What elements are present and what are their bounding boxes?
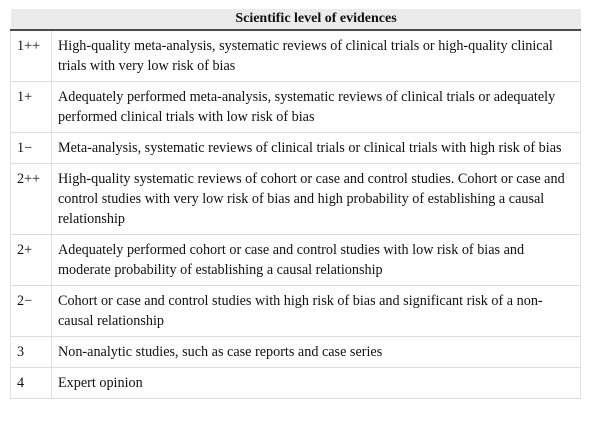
table-row [11, 337, 581, 368]
evidence-level: 2− [11, 286, 52, 337]
evidence-description: Meta-analysis, systematic reviews of clinical trials or clinical trials with high risk of bias [52, 133, 581, 164]
evidence-level: 1− [11, 133, 52, 164]
evidence-level: 1+ [11, 82, 52, 133]
table-row [11, 30, 581, 82]
table-row [11, 82, 581, 133]
evidence-levels-table [10, 9, 581, 399]
table-row [11, 164, 581, 235]
evidence-level: 2+ [11, 235, 52, 286]
table-row [11, 368, 581, 399]
evidence-description: High-quality systematic reviews of cohort or case and control studies. Cohort or case and control studies with very low risk of bias and high probability of establishing a causal relationship [52, 164, 581, 235]
evidence-table-container [10, 9, 580, 399]
table-row [11, 286, 581, 337]
evidence-level: 3 [11, 337, 52, 368]
evidence-level: 1++ [11, 30, 52, 82]
evidence-description: High-quality meta-analysis, systematic reviews of clinical trials or high-quality clinical trials with very low risk of bias [52, 30, 581, 82]
table-row [11, 235, 581, 286]
evidence-level: 4 [11, 368, 52, 399]
header-level-cell [11, 9, 52, 30]
evidence-description: Adequately performed cohort or case and control studies with low risk of bias and moderate probability of establishing a causal relationship [52, 235, 581, 286]
evidence-description: Expert opinion [52, 368, 581, 399]
evidence-description: Cohort or case and control studies with high risk of bias and significant risk of a non-causal relationship [52, 286, 581, 337]
table-row [11, 133, 581, 164]
evidence-level: 2++ [11, 164, 52, 235]
table-header-row [11, 9, 581, 30]
header-title: Scientific level of evidences [52, 9, 581, 30]
evidence-description: Non-analytic studies, such as case reports and case series [52, 337, 581, 368]
evidence-description: Adequately performed meta-analysis, systematic reviews of clinical trials or adequately performed clinical trials with low risk of bias [52, 82, 581, 133]
